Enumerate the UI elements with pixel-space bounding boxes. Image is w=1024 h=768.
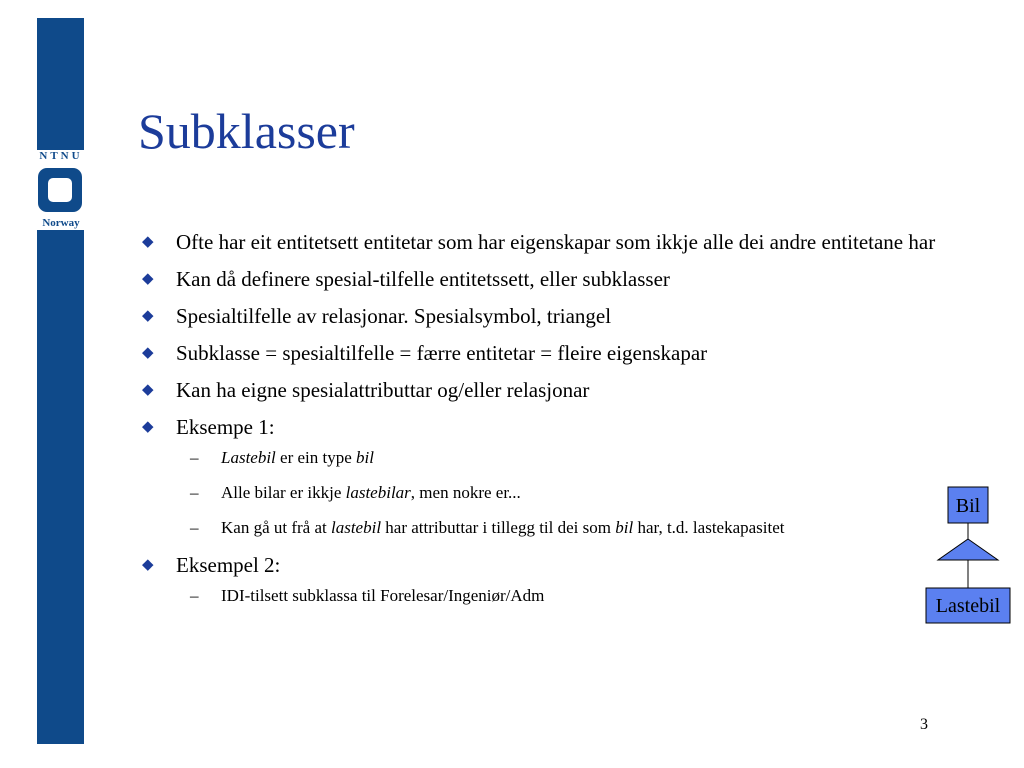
sub-bullet-list [176, 584, 940, 608]
sub-bullet-text-segment: lastebil [330, 518, 382, 537]
subclass-label: Lastebil [935, 595, 1001, 617]
diamond-bullet-icon: ◆ [142, 345, 154, 361]
diamond-bullet-icon: ◆ [142, 234, 154, 250]
bullet-text: Spesialtilfelle av relasjonar. Spesialsymbol, triangel [176, 304, 612, 328]
bullet-text: Kan ha eigne spesialattributtar og/eller relasjonar [176, 378, 590, 402]
bullet-list-container [140, 228, 940, 619]
diamond-bullet-icon: ◆ [142, 419, 154, 435]
bullet-list [140, 228, 940, 608]
sub-bullet-text-segment: Lastebil [221, 448, 276, 467]
sub-bullet-text-segment: lastebilar [345, 483, 411, 502]
ntnu-logo-icon [36, 166, 84, 214]
slide-title: Subklasser [138, 103, 355, 159]
dash-bullet-icon: – [190, 448, 199, 467]
sub-bullet-text-segment: er ein type [275, 448, 357, 467]
bullet-item [140, 376, 940, 405]
logo-top-text: NTNU [39, 150, 83, 162]
bullet-item [140, 339, 940, 368]
bullet-text: Eksempel 2: [176, 553, 281, 577]
bullet-item [140, 551, 940, 608]
sub-bullet-text-segment: har attributtar i tillegg til dei som [381, 518, 616, 537]
sub-bullet-item [176, 516, 940, 540]
sub-bullet-item [176, 584, 940, 608]
sub-bullet-text-segment: bil [615, 518, 634, 537]
diamond-bullet-icon: ◆ [142, 557, 154, 573]
bullet-item [140, 265, 940, 294]
logo-bottom-text: Norway [42, 217, 80, 229]
sub-bullet-list [176, 446, 940, 540]
diamond-bullet-icon: ◆ [142, 271, 154, 287]
sub-bullet-item [176, 446, 940, 470]
bullet-text: Ofte har eit entitetsett entitetar som har eigenskapar som ikkje alle dei andre entitetane har [176, 230, 936, 254]
sidebar-stripe [37, 18, 84, 744]
sub-bullet-text-segment: Kan gå ut frå at [221, 518, 331, 537]
diamond-bullet-icon: ◆ [142, 382, 154, 398]
bullet-item [140, 228, 940, 257]
specialization-triangle [938, 539, 998, 560]
superclass-label: Bil [955, 495, 981, 517]
dash-bullet-icon: – [190, 586, 199, 605]
page-number: 3 [920, 716, 928, 733]
sub-bullet-text-segment: har, t.d. lastekapasitet [633, 518, 785, 537]
dash-bullet-icon: – [190, 518, 199, 537]
subclass-diagram [920, 485, 1020, 625]
sub-bullet-text-segment: bil [356, 448, 374, 467]
sub-bullet-text-segment: Alle bilar er ikkje [221, 483, 346, 502]
bullet-text: Eksempe 1: [176, 415, 275, 439]
sub-bullet-text-segment: IDI-tilsett subklassa til Forelesar/Ingeniør/Adm [221, 586, 545, 605]
diamond-bullet-icon: ◆ [142, 308, 154, 324]
sub-bullet-item [176, 481, 940, 505]
bullet-text: Kan då definere spesial-tilfelle entitetssett, eller subklasser [176, 267, 670, 291]
bullet-item [140, 413, 940, 540]
bullet-text: Subklasse = spesialtilfelle = færre entitetar = fleire eigenskapar [176, 341, 708, 365]
sub-bullet-text-segment: , men nokre er... [410, 483, 521, 502]
dash-bullet-icon: – [190, 483, 199, 502]
bullet-item [140, 302, 940, 331]
